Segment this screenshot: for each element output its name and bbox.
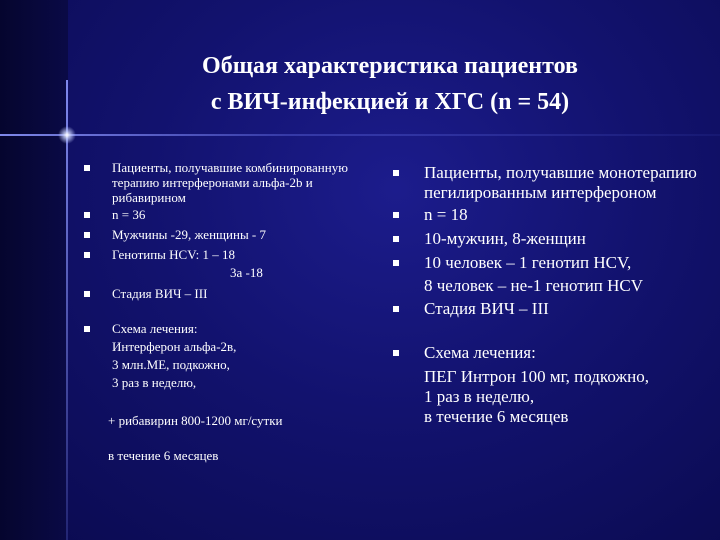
- bullet-square-icon: [84, 212, 90, 218]
- list-item-scheme: Схема лечения: ПЕГ Интрон 100 мг, подкожно, 1 раз в неделю, в течение 6 месяцев: [424, 343, 714, 427]
- decorative-horizontal-line: [0, 134, 720, 136]
- bullet-square-icon: [84, 252, 90, 258]
- bullet-square-icon: [393, 350, 399, 356]
- list-item-stage: Стадия ВИЧ – III: [424, 299, 714, 319]
- right-column-list: [424, 163, 714, 427]
- list-item-stage: Стадия ВИЧ – III: [112, 286, 352, 301]
- bullet-square-icon: [393, 236, 399, 242]
- bullet-square-icon: [393, 170, 399, 176]
- list-item-sex: Мужчины -29, женщины - 7: [112, 227, 352, 242]
- slide-left-band: [0, 0, 68, 540]
- bullet-square-icon: [393, 306, 399, 312]
- list-item-n: n = 36: [112, 207, 352, 222]
- list-item-genotypes: Генотипы HCV: 1 – 18 3а -18: [112, 247, 352, 280]
- slide-title: [130, 48, 650, 120]
- list-item-n: n = 18: [424, 205, 714, 225]
- bullet-square-icon: [84, 232, 90, 238]
- bullet-square-icon: [393, 212, 399, 218]
- list-item-scheme: Схема лечения: Интерферон альфа-2в, 3 млн.МЕ, подкожно, 3 раз в неделю, + рибавирин 800-1200 мг/сутки в течение 6 месяцев: [112, 320, 352, 465]
- list-item-genotypes: 10 человек – 1 генотип HCV, 8 человек – не-1 генотип HCV: [424, 253, 714, 296]
- decorative-vertical-line: [66, 80, 68, 540]
- bullet-square-icon: [84, 326, 90, 332]
- list-item-group: Пациенты, получавшие комбинированную терапию интерферонами альфа-2b и рибавирином: [112, 160, 352, 205]
- left-column-list: [108, 160, 352, 465]
- bullet-square-icon: [393, 260, 399, 266]
- decorative-sparkle-icon: [58, 126, 76, 144]
- list-item-group: Пациенты, получавшие монотерапию пегилированным интерфероном: [424, 163, 714, 203]
- list-item-sex: 10-мужчин, 8-женщин: [424, 229, 714, 249]
- title-line-1: Общая характеристика пациентов: [202, 53, 578, 79]
- bullet-square-icon: [84, 291, 90, 297]
- bullet-square-icon: [84, 165, 90, 171]
- title-line-2: с ВИЧ-инфекцией и ХГС (n = 54): [210, 89, 570, 115]
